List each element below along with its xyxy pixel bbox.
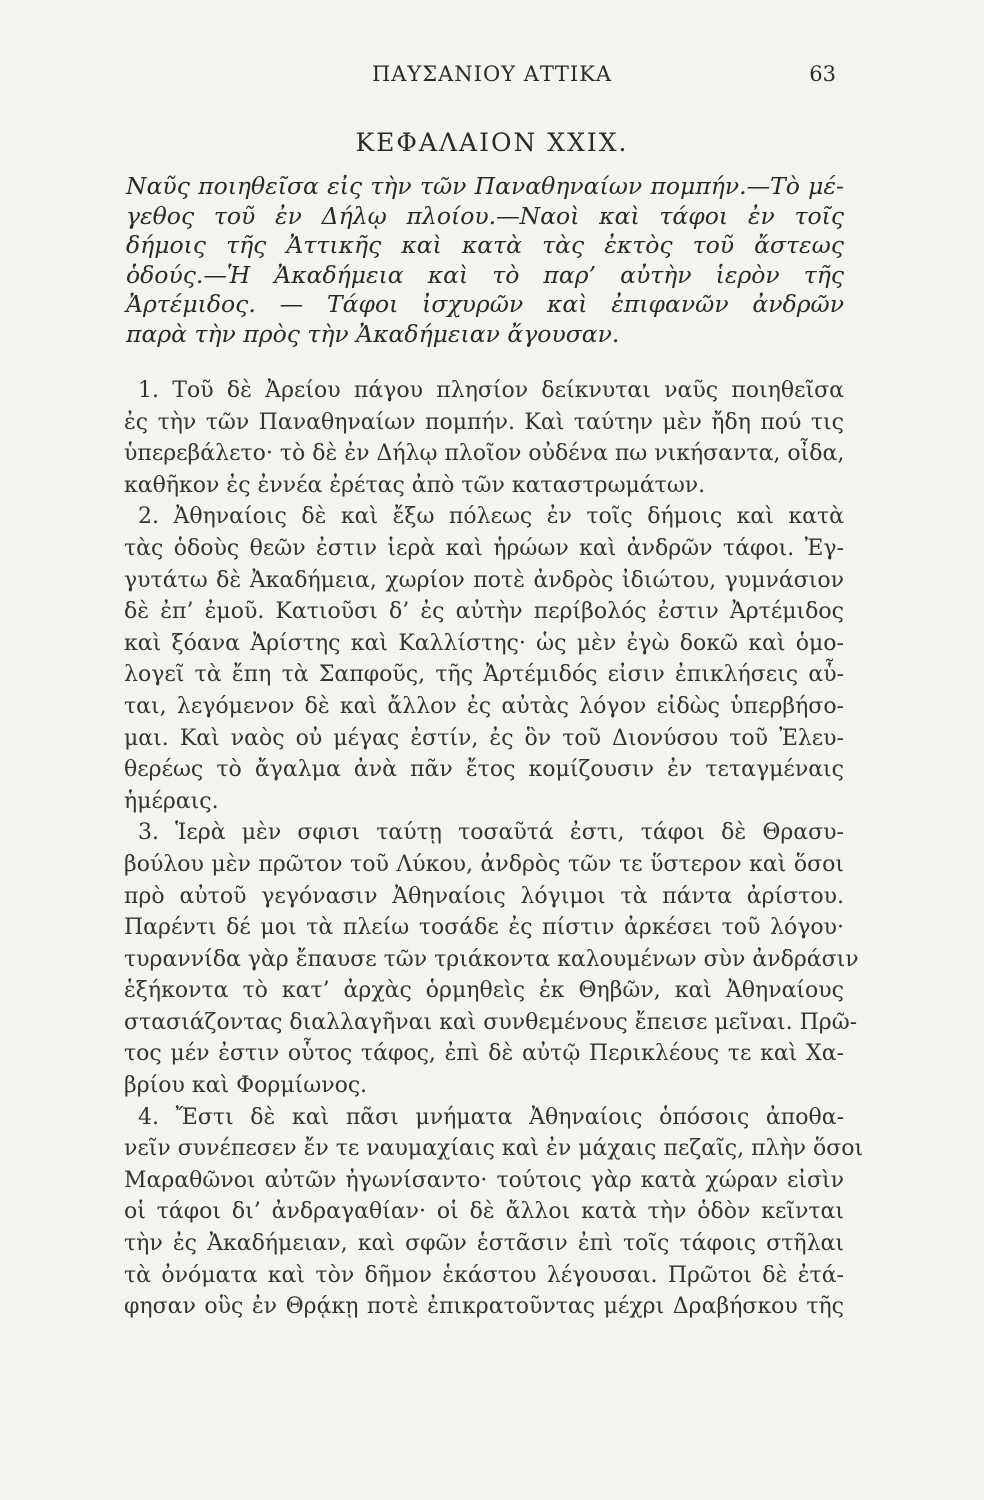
text-line: τυραννίδα γὰρ ἔπαυσε τῶν τριάκοντα καλουμένων σὺν ἀνδράσιν [124,946,859,972]
text-line: τὰς ὁδοὺς θεῶν ἐστιν ἱερὰ καὶ ἡρώων καὶ ἀνδρῶν τάφοι. Ἐγ- [124,535,844,561]
text-line: στασιάζοντας διαλλαγῆναι καὶ συνθεμένους ἔπεισε μεῖναι. Πρῶ- [124,1009,858,1035]
text-line: βούλου μὲν πρῶτον τοῦ Λύκου, ἀνδρὸς τῶν τε ὕστερον καὶ ὅσοι [124,851,844,877]
running-title: ΠΑΥΣΑΝΙΟΥ ΑΤΤΙΚΑ [371,62,613,86]
chapter-summary [126,172,844,349]
text-line: μαι. Καὶ ναὸς οὐ μέγας ἐστίν, ἐς ὃν τοῦ Διονύσου τοῦ Ἐλευ- [124,725,844,751]
summary-line: δήμοις τῆς Ἀττικῆς καὶ κατὰ τὰς ἐκτὸς τοῦ ἄστεως [126,231,844,259]
text-line: τος μέν ἐστιν οὗτος τάφος, ἐπὶ δὲ αὐτῷ Περικλέους τε καὶ Χα- [124,1041,844,1067]
text-line: λογεῖ τὰ ἔπη τὰ Σαπφοῦς, τῆς Ἀρτέμιδός εἰσιν ἐπικλήσεις αὗ- [124,662,844,688]
paragraph-4-start: 4. Ἔστι δὲ καὶ πᾶσι μνήματα Ἀθηναίοις ὁπόσοις ἀποθα- [138,1104,844,1130]
text-line: ὑπερεβάλετο· τὸ δὲ ἐν Δήλῳ πλοῖον οὐδένα πω νικήσαντα, οἶδα, [124,441,845,467]
body-text [124,375,864,1323]
text-line: πρὸ αὐτοῦ γεγόνασιν Ἀθηναίοις λόγιμοι τὰ πάντα ἀρίστου. [124,883,844,909]
text-line: ἡμέραις. [124,788,219,814]
text-line: Παρέντι δέ μοι τὰ πλείω τοσάδε ἐς πίστιν ἀρκέσει τοῦ λόγου· [124,915,844,941]
text-line: θερέως τὸ ἄγαλμα ἀνὰ πᾶν ἔτος κομίζουσιν ἐν τεταγμέναις [124,757,844,783]
text-line: καθῆκον ἐς ἐννέα ἐρέτας ἀπὸ τῶν καταστρωμάτων. [124,472,706,498]
summary-line: ὁδούς.—Ἡ Ἀκαδήμεια καὶ τὸ παρ’ αὐτὴν ἱερὸν τῆς [126,260,844,289]
text-line: γυτάτω δὲ Ἀκαδήμεια, χωρίον ποτὲ ἀνδρὸς ἰδιώτου, γυμνάσιον [124,567,844,593]
text-line: ἑξήκοντα τὸ κατ’ ἀρχὰς ὁρμηθεὶς ἐκ Θηβῶν, καὶ Ἀθηναίους [124,978,844,1004]
text-line: φησαν οὓς ἐν Θρᾴκῃ ποτὲ ἐπικρατοῦντας μέχρι Δραβήσκου τῆς [124,1294,844,1320]
page-number: 63 [809,62,836,86]
text-line: Μαραθῶνοι αὐτῶν ἠγωνίσαντο· τούτοις γὰρ κατὰ χώραν εἰσὶν [124,1167,844,1193]
paragraph-2-start: 2. Ἀθηναίοις δὲ καὶ ἔξω πόλεως ἐν τοῖς δήμοις καὶ κατὰ [138,504,844,530]
text-line: νεῖν συνέπεσεν ἔν τε ναυμαχίαις καὶ ἐν μάχαις πεζαῖς, πλὴν ὅσοι [124,1136,864,1162]
summary-line: γεθος τοῦ ἐν Δήλῳ πλοίου.—Ναοὶ καὶ τάφοι ἐν τοῖς [126,201,844,230]
running-head [0,62,984,92]
summary-line: παρὰ τὴν πρὸς τὴν Ἀκαδήμειαν ἄγουσαν. [126,319,620,348]
text-line: καὶ ξόανα Ἀρίστης καὶ Καλλίστης· ὡς μὲν ἐγὼ δοκῶ καὶ ὁμο- [124,630,844,656]
text-line: δὲ ἐπ’ ἐμοῦ. Κατιοῦσι δ’ ἐς αὐτὴν περίβολός ἐστιν Ἀρτέμιδος [124,599,844,625]
text-line: τὰ ὀνόματα καὶ τὸν δῆμον ἑκάστου λέγουσαι. Πρῶτοι δὲ ἐτά- [124,1262,844,1288]
text-line: βρίου καὶ Φορμίωνος. [124,1073,368,1099]
text-line: ἐς τὴν τῶν Παναθηναίων πομπήν. Καὶ ταύτην μὲν ἤδη πού τις [124,409,844,435]
chapter-heading: ΚΕΦΑΛΑΙΟΝ XXIX. [355,128,629,157]
paragraph-1-start: 1. Τοῦ δὲ Ἀρείου πάγου πλησίον δείκνυται ναῦς ποιηθεῖσα [138,378,844,403]
summary-line: Ναῦς ποιηθεῖσα εἰς τὴν τῶν Παναθηναίων πομπήν.—Τὸ μέ- [126,172,844,200]
text-line: τὴν ἐς Ἀκαδήμειαν, καὶ σφῶν ἑστᾶσιν ἐπὶ τοῖς τάφοις στῆλαι [124,1231,844,1257]
text-line: ται, λεγόμενον δὲ καὶ ἄλλον ἐς αὐτὰς λόγον εἰδὼς ὑπερβήσο- [124,693,844,719]
paragraph-3-start: 3. Ἱερὰ μὲν σφισι ταύτῃ τοσαῦτά ἐστι, τάφοι δὲ Θρασυ- [138,820,844,846]
text-line: οἱ τάφοι δι’ ἀνδραγαθίαν· οἱ δὲ ἄλλοι κατὰ τὴν ὁδὸν κεῖνται [124,1199,844,1225]
summary-line: Ἀρτέμιδος. — Τάφοι ἰσχυρῶν καὶ ἐπιφανῶν ἀνδρῶν [126,290,844,318]
